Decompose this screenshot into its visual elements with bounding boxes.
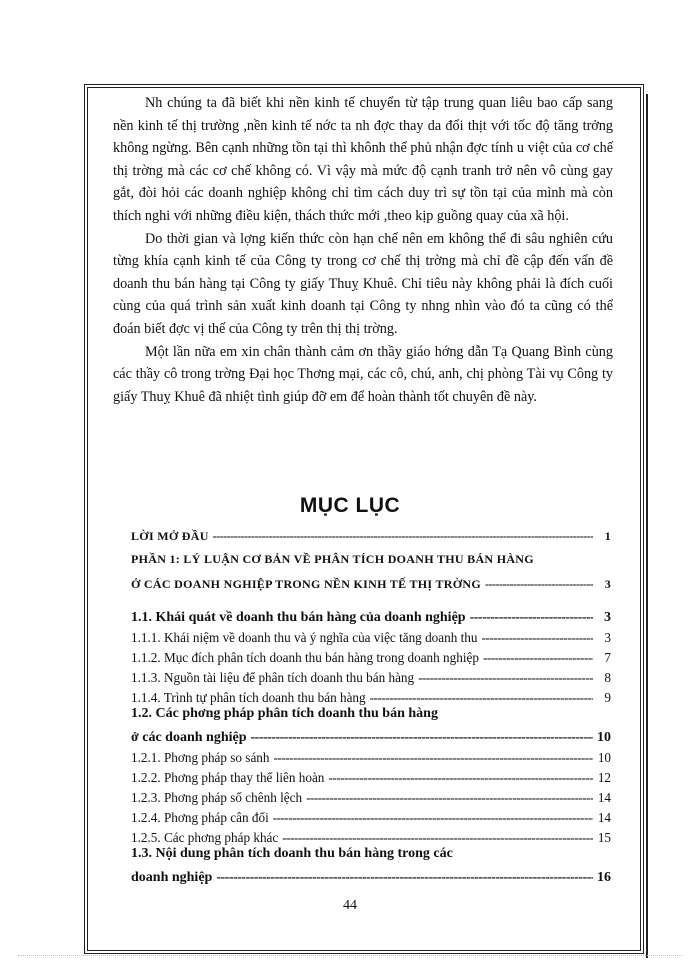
toc-section-1-1-2 bbox=[131, 646, 611, 666]
intro-paragraph-1: Nh chúng ta đã biết khi nền kinh tế chuyển từ tập trung quan liêu bao cấp sang nền kinh tế thị trường ,nền kinh tế nớc ta nh đợc thay da đổi thịt với tốc độ tăng trởng không ngừng. Bên cạnh những tồn tại thì khônh thể phủ nhận đợc tính u việt của cơ chế thị trờng mà các cơ chế không có. Vì vậy mà mức độ cạnh tranh trở nên vô cùng gay gắt, đòi hỏi các doanh nghiệp không chỉ tìm cách duy trì sự tồn tại của mình mà còn thích nghi với những điều kiện, thách thức mới ,theo kịp guồng quay của xã hội. bbox=[113, 95, 613, 224]
toc-entry-intro bbox=[131, 524, 611, 544]
toc-entry-label: 1.2.3. Phơng pháp số chênh lệch bbox=[131, 790, 303, 805]
toc-entry-label: Ở CÁC DOANH NGHIỆP TRONG NỀN KINH TẾ THỊ TRỜNG bbox=[131, 577, 481, 591]
toc-page-number: 3 bbox=[604, 630, 611, 645]
toc-entry-label: 1.1.3. Nguồn tài liệu để phân tích doanh thu bán hàng bbox=[131, 670, 415, 685]
toc-section-1-3-line2 bbox=[131, 866, 611, 886]
toc-entry-label: 1.2.4. Phơng pháp cân đối bbox=[131, 810, 269, 825]
toc-entry-label: 1.1.1. Khái niệm về doanh thu và ý nghĩa của việc tăng doanh thu bbox=[131, 630, 478, 645]
toc-page-number: 9 bbox=[604, 690, 611, 705]
toc-entry-label: 1.1. Khái quát về doanh thu bán hàng của doanh nghiệp bbox=[131, 610, 466, 625]
toc-part1-line2 bbox=[131, 572, 611, 592]
toc-page-number: 12 bbox=[597, 770, 611, 785]
page-number: 44 bbox=[343, 898, 357, 913]
toc-page-number: 1 bbox=[604, 529, 611, 543]
intro-text bbox=[113, 92, 613, 408]
bottom-divider bbox=[18, 955, 682, 956]
toc-section-1-1 bbox=[131, 606, 611, 626]
intro-paragraph-3: Một lần nữa em xin chân thành cảm ơn thầy giáo hớng dẫn Tạ Quang Bình cùng các thầy cô trong trờng Đại học Thơng mại, các cô, chú, anh, chị phòng Tài vụ Công ty giấy Thuỵ Khuê đã nhiệt tình giúp đỡ em để hoàn thành tốt chuyên đề này. bbox=[113, 343, 613, 405]
toc-leader bbox=[216, 870, 593, 886]
toc-leader bbox=[251, 730, 594, 746]
toc-section-1-2-5 bbox=[131, 826, 611, 846]
toc-entry-label: 1.2.5. Các phơng pháp khác bbox=[131, 830, 279, 845]
toc-page-number: 8 bbox=[604, 670, 611, 685]
toc-page-number: 14 bbox=[597, 790, 611, 805]
toc-part1-line1: PHẦN 1: LÝ LUẬN CƠ BẢN VỀ PHÂN TÍCH DOANH THU BÁN HÀNG bbox=[131, 552, 534, 566]
toc-leader bbox=[306, 790, 593, 806]
toc-leader bbox=[273, 810, 593, 826]
toc-section-1-2-line2 bbox=[131, 726, 611, 746]
toc-entry-label: 1.1.2. Mục đích phân tích doanh thu bán hàng trong doanh nghiệp bbox=[131, 650, 479, 665]
toc-entry-label: 1.1.4. Trình tự phân tích doanh thu bán hàng bbox=[131, 690, 366, 705]
toc-entry-label: LỜI MỞ ĐẦU bbox=[131, 529, 209, 543]
toc-section-1-1-4 bbox=[131, 686, 611, 706]
toc-page-number: 3 bbox=[604, 610, 611, 625]
toc-page-number: 15 bbox=[597, 830, 611, 845]
toc-leader bbox=[282, 830, 593, 846]
toc-leader bbox=[485, 577, 593, 592]
toc-page-number: 7 bbox=[604, 650, 611, 665]
toc-leader bbox=[470, 610, 593, 626]
toc-leader bbox=[481, 630, 593, 646]
toc-page-number: 16 bbox=[597, 870, 611, 885]
toc-section-1-3-line1: 1.3. Nội dung phân tích doanh thu bán hàng trong các bbox=[131, 846, 453, 861]
toc-leader bbox=[370, 690, 593, 706]
toc-section-1-2-2 bbox=[131, 766, 611, 786]
toc-section-1-2-4 bbox=[131, 806, 611, 826]
toc-entry-label: 1.2.1. Phơng pháp so sánh bbox=[131, 750, 270, 765]
toc-section-1-2-line1: 1.2. Các phơng pháp phân tích doanh thu bán hàng bbox=[131, 706, 438, 721]
toc-entry-label: ở các doanh nghiệp bbox=[131, 730, 247, 745]
table-of-contents bbox=[131, 524, 611, 886]
toc-entry-label: 1.2.2. Phơng pháp thay thế liên hoàn bbox=[131, 770, 325, 785]
toc-leader bbox=[328, 770, 593, 786]
toc-section-1-2-3 bbox=[131, 786, 611, 806]
toc-section-1-1-3 bbox=[131, 666, 611, 686]
toc-leader bbox=[483, 650, 593, 666]
toc-page-number: 3 bbox=[604, 577, 611, 591]
toc-section-1-2-1 bbox=[131, 746, 611, 766]
toc-section-1-1-1 bbox=[131, 626, 611, 646]
toc-page-number: 14 bbox=[597, 810, 611, 825]
intro-paragraph-2: Do thời gian và lợng kiến thức còn hạn chế nên em không thể đi sâu nghiên cứu từng khía cạnh kinh tế của Công ty trong cơ chế thị trờng mà chỉ đề cập đến vấn đề doanh thu bán hàng tại Công ty giấy Thuỵ Khuê. Chỉ tiêu này không phải là đích cuối cùng của quá trình sản xuất kinh doanh tại Công ty nhng nhìn vào đó ta cũng có thể đoán biết đợc vị thế của Công ty trên thị thị trờng. bbox=[113, 230, 613, 337]
toc-entry-label: doanh nghiệp bbox=[131, 870, 213, 885]
toc-leader bbox=[213, 529, 593, 544]
toc-page-number: 10 bbox=[597, 750, 611, 765]
toc-page-number: 10 bbox=[597, 730, 611, 745]
toc-leader bbox=[273, 750, 593, 766]
toc-leader bbox=[418, 670, 593, 686]
toc-title: MỤC LỤC bbox=[299, 494, 401, 517]
